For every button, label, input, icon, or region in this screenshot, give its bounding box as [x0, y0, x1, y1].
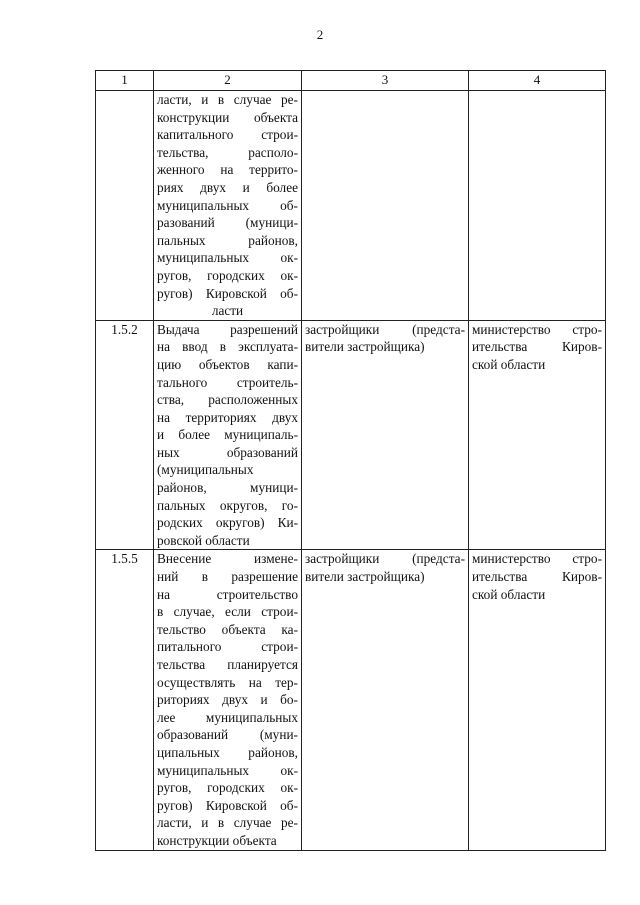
service-description-cell	[154, 91, 302, 321]
text-line: риториях двух и бо-	[157, 692, 298, 708]
table-row	[96, 550, 606, 850]
text-line: цию объектов капи-	[157, 356, 298, 372]
row-number	[96, 91, 154, 321]
text-line: и более муниципаль-	[157, 427, 298, 443]
row-number: 1.5.5	[96, 550, 154, 850]
text-line: на территориях двух	[157, 409, 298, 425]
text-line: вители застройщика)	[305, 569, 425, 585]
text-line: ласти, и в случае ре-	[157, 815, 298, 831]
text-line: вители застройщика)	[305, 339, 425, 355]
service-description-cell	[154, 320, 302, 550]
text-line: осуществлять на тер-	[157, 674, 298, 690]
text-line: ласти, и в случае ре-	[157, 92, 298, 107]
text-line: ругов) Кировской об-	[157, 797, 298, 813]
header-col-4: 4	[469, 71, 606, 91]
text-line: ципальных районов,	[157, 744, 298, 760]
text-line: Внесение измене-	[157, 551, 298, 567]
text-line: тельства планируется	[157, 657, 298, 672]
text-line: в случае, если строи-	[157, 604, 298, 620]
table-row	[96, 91, 606, 321]
text-line: капитального строи-	[157, 127, 298, 143]
header-col-3: 3	[302, 71, 469, 91]
authority-cell	[469, 91, 606, 321]
text-line: женного на террито-	[157, 162, 298, 178]
text-line: застройщики (предста-	[305, 321, 465, 337]
header-col-1: 1	[96, 71, 154, 91]
text-line: ний в разрешение	[157, 569, 298, 585]
applicant-cell	[302, 320, 469, 550]
authority-cell	[469, 320, 606, 550]
text-line: министерство стро-	[472, 321, 602, 337]
text-line: на строительство	[157, 586, 298, 602]
text-line: на ввод в эксплуата-	[157, 339, 298, 355]
text-line: ругов, городских ок-	[157, 267, 298, 283]
text-line: образований (муни-	[157, 727, 298, 743]
text-line: ской области	[472, 586, 546, 602]
text-line: (муниципальных	[157, 462, 254, 478]
service-description-cell	[154, 550, 302, 850]
text-line: ской области	[472, 356, 546, 372]
text-line: ругов) Кировской об-	[157, 285, 298, 301]
text-line: застройщики (предста-	[305, 551, 465, 567]
applicant-cell	[302, 550, 469, 850]
text-line: разований (муници-	[157, 215, 298, 231]
text-line: ительства Киров-	[472, 339, 602, 355]
header-row	[96, 71, 606, 91]
text-line: ных образований	[157, 444, 298, 460]
table-row	[96, 320, 606, 550]
text-line: муниципальных ок-	[157, 762, 298, 778]
row-number: 1.5.2	[96, 320, 154, 550]
text-line: тельство объекта ка-	[157, 621, 298, 637]
text-line: риях двух и более	[157, 179, 298, 195]
text-line: муниципальных об-	[157, 197, 298, 213]
text-line: тельства, располо-	[157, 144, 298, 160]
text-line: министерство стро-	[472, 551, 602, 567]
authority-cell	[469, 550, 606, 850]
text-line: ругов, городских ок-	[157, 780, 298, 796]
text-line: ительства Киров-	[472, 569, 602, 585]
text-line: конструкции объекта	[157, 832, 277, 848]
text-line: конструкции объекта	[157, 109, 298, 125]
text-line: пальных районов,	[157, 232, 298, 248]
page-number: 2	[316, 27, 324, 42]
text-line: питального строи-	[157, 639, 298, 655]
text-line: лее муниципальных	[157, 709, 298, 725]
header-col-2: 2	[154, 71, 302, 91]
text-line: районов, муници-	[157, 480, 298, 496]
text-line: муниципальных ок-	[157, 250, 298, 266]
registry-table	[95, 70, 606, 851]
text-line: тального строитель-	[157, 374, 298, 390]
text-line: пальных округов, го-	[157, 497, 298, 513]
text-line: родских округов) Ки-	[157, 515, 298, 531]
text-line: Выдача разрешений	[157, 321, 298, 337]
text-line: ства, расположенных	[157, 392, 298, 408]
text-line: ласти	[211, 303, 244, 319]
applicant-cell	[302, 91, 469, 321]
text-line: ровской области	[157, 532, 250, 548]
